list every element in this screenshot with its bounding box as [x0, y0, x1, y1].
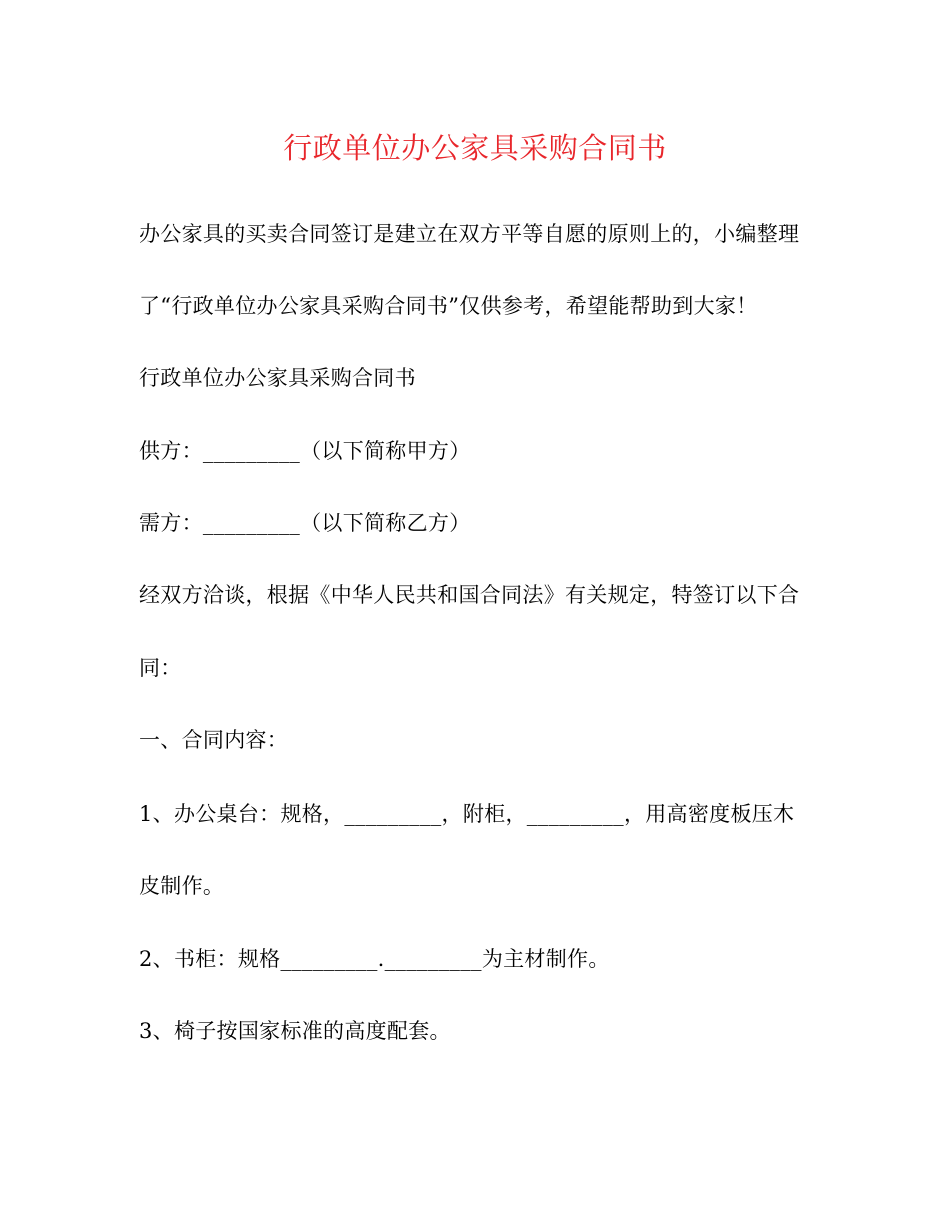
clause-bookcase: 2、书柜：规格_________._________为主材制作。: [139, 947, 610, 971]
clause-desk-2: 皮制作。: [139, 874, 225, 898]
clause-desk-1: 1、办公桌台：规格，_________，附柜，_________，用高密度板压木: [139, 802, 795, 826]
body-line-agreement-1: 经双方洽谈，根据《中华人民共和国合同法》有关规定，特签订以下合: [139, 583, 800, 607]
body-line-subtitle: 行政单位办公家具采购合同书: [139, 366, 416, 390]
body-line-intro-2: 了“行政单位办公家具采购合同书”仅供参考，希望能帮助到大家！: [139, 294, 758, 318]
body-line-supplier: 供方：_________（以下简称甲方）: [139, 439, 471, 463]
body-line-agreement-2: 同：: [139, 656, 182, 680]
body-line-intro-1: 办公家具的买卖合同签订是建立在双方平等自愿的原则上的，小编整理: [139, 222, 800, 246]
body-line-buyer: 需方：_________（以下简称乙方）: [139, 511, 471, 535]
document-title: 行政单位办公家具采购合同书: [283, 131, 667, 165]
clause-chair: 3、椅子按国家标准的高度配套。: [139, 1019, 451, 1043]
section-heading-contents: 一、合同内容：: [139, 728, 289, 752]
